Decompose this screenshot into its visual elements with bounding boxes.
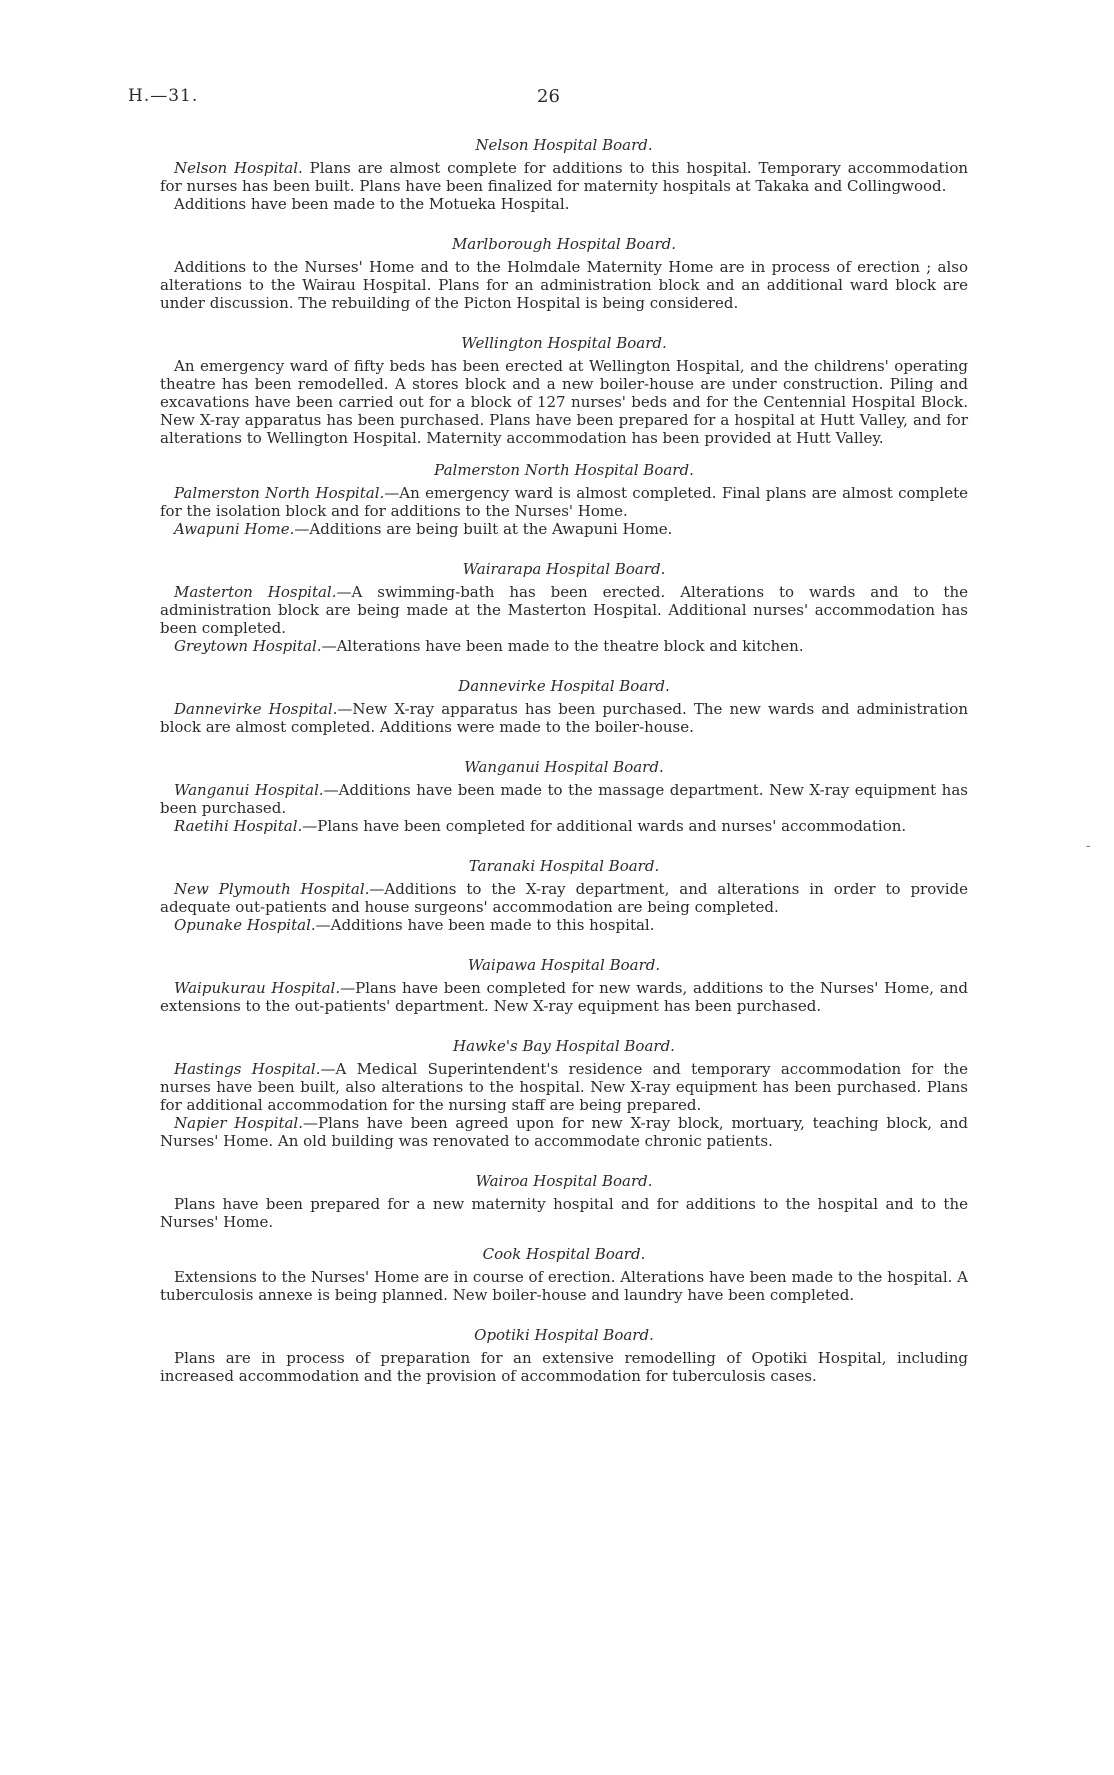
paragraph-lead: Palmerston North Hospital. [174,484,385,502]
paragraph-text: Additions have been made to the Motueka Hospital. [174,195,570,213]
section-heading: Wellington Hospital Board. [461,334,667,352]
paragraph-lead: Hastings Hospital. [174,1060,321,1078]
paragraph-text: —Additions have been made to this hospital. [315,916,655,934]
section-opotiki [160,1326,968,1385]
paragraph [160,1114,968,1150]
paragraph-lead: Greytown Hospital. [174,637,322,655]
paragraph [160,817,968,835]
paragraph-text: —Additions to the X-ray department, and alterations in order to provide adequate out-patients and house surgeons' accommodation are being completed. [160,880,968,916]
paragraph-text: —Additions have been made to the massage department. New X-ray equipment has been purchased. [160,781,968,817]
paragraph-lead: Raetihi Hospital. [174,817,303,835]
paragraph-text: Plans are in process of preparation for an extensive remodelling of Opotiki Hospital, including increased accommodation and the provision of accommodation for tuberculosis cases. [160,1349,968,1385]
paragraph-text: —New X-ray apparatus has been purchased. The new wards and administration block are almost completed. Additions were made to the boiler-house. [160,700,969,736]
paragraph [160,258,968,312]
paragraph-text: —A swimming-bath has been erected. Alterations to wards and to the administration block are being made at the Masterton Hospital. Additional nurses' accommodation has been completed. [160,583,968,637]
section-dannevirke [160,677,968,736]
section-heading: Opotiki Hospital Board. [474,1326,654,1344]
section-heading: Cook Hospital Board. [482,1245,646,1263]
paragraph [160,484,968,520]
paragraph [160,159,968,195]
paragraph-text: —Additions are being built at the Awapuni Home. [294,520,673,538]
section-cook [160,1245,968,1304]
section-heading: Waipawa Hospital Board. [467,956,661,974]
paragraph [160,1349,968,1385]
report-body [160,136,968,1385]
section-heading: Marlborough Hospital Board. [451,235,677,253]
section-heading: Wanganui Hospital Board. [464,758,664,776]
section-palmerston-north [160,461,968,538]
paragraph-text: Plans are almost complete for additions to this hospital. Temporary accommodation for nurses has been built. Plans have been finalized for maternity hospitals at Takaka and Collingwood. [160,159,969,195]
paragraph-lead: Dannevirke Hospital. [174,700,338,718]
paragraph [160,781,968,817]
paragraph-lead: Waipukurau Hospital. [174,979,341,997]
paragraph-lead: Awapuni Home. [174,520,295,538]
paragraph-text: —Plans have been completed for additional wards and nurses' accommodation. [302,817,907,835]
paragraph-text: —Plans have been completed for new wards, additions to the Nurses' Home, and extensions to the out-patients' department. New X-ray equipment has been purchased. [160,979,968,1015]
paragraph [160,979,968,1015]
section-wellington [160,334,968,447]
paragraph-text: —Plans have been agreed upon for new X-ray block, mortuary, teaching block, and Nurses' Home. An old building was renovated to accommodate chronic patients. [160,1114,968,1150]
paragraph-lead: Wanganui Hospital. [174,781,324,799]
paragraph-lead: New Plymouth Hospital. [174,880,370,898]
paragraph-text: —An emergency ward is almost completed. Final plans are almost complete for the isolation block and for additions to the Nurses' Home. [160,484,968,520]
paragraph-text: Additions to the Nurses' Home and to the Holmdale Maternity Home are in process of erection ; also alterations to the Wairau Hospital. Plans for an administration block and an additional ward block are under discussion. The rebuilding of the Picton Hospital is being considered. [160,258,968,312]
section-marlborough [160,235,968,312]
section-taranaki [160,857,968,934]
section-wanganui [160,758,968,835]
section-heading: Wairarapa Hospital Board. [462,560,666,578]
paragraph [160,916,968,934]
page-number: 26 [537,86,560,107]
section-heading: Hawke's Bay Hospital Board. [453,1037,675,1055]
paragraph [160,520,968,538]
section-wairoa [160,1172,968,1231]
paragraph [160,357,968,447]
paragraph-text: Extensions to the Nurses' Home are in course of erection. Alterations have been made to the hospital. A tuberculosis annexe is being planned. New boiler-house and laundry have been completed. [160,1268,968,1304]
paragraph [160,195,968,213]
paragraph-text: —Alterations have been made to the theatre block and kitchen. [321,637,804,655]
paragraph-lead: Nelson Hospital. [174,159,303,177]
paragraph [160,637,968,655]
paragraph-lead: Masterton Hospital. [174,583,337,601]
section-heading: Nelson Hospital Board. [475,136,653,154]
edge-mark: - [1086,838,1091,854]
section-hawkes-bay [160,1037,968,1150]
section-nelson [160,136,968,213]
paragraph-lead: Opunake Hospital. [174,916,316,934]
paragraph-text: An emergency ward of fifty beds has been erected at Wellington Hospital, and the childrens' operating theatre has been remodelled. A stores block and a new boiler-house are under construction. Piling and excavations have been carried out for a block of 127 nurses' beds and for the Centennial Hospital Block. New X-ray apparatus has been purchased. Plans have been prepared for a hospital at Hutt Valley, and for alterations to Wellington Hospital. Maternity accommodation has been provided at Hutt Valley. [160,357,968,447]
section-waipawa [160,956,968,1015]
paragraph [160,700,968,736]
paragraph-lead: Napier Hospital. [174,1114,303,1132]
section-wairarapa [160,560,968,655]
section-heading: Dannevirke Hospital Board. [458,677,670,695]
paragraph [160,1060,968,1114]
report-code: H.—31. [128,86,199,106]
paragraph-text: Plans have been prepared for a new maternity hospital and for additions to the hospital and to the Nurses' Home. [160,1195,968,1231]
paragraph [160,1195,968,1231]
paragraph [160,583,968,637]
paragraph [160,1268,968,1304]
section-heading: Wairoa Hospital Board. [475,1172,653,1190]
section-heading: Palmerston North Hospital Board. [434,461,694,479]
paragraph [160,880,968,916]
section-heading: Taranaki Hospital Board. [468,857,660,875]
paragraph-text: —A Medical Superintendent's residence and temporary accommodation for the nurses have been built, also alterations to the hospital. New X-ray equipment has been purchased. Plans for additional accommodation for the nursing staff are being prepared. [160,1060,968,1114]
